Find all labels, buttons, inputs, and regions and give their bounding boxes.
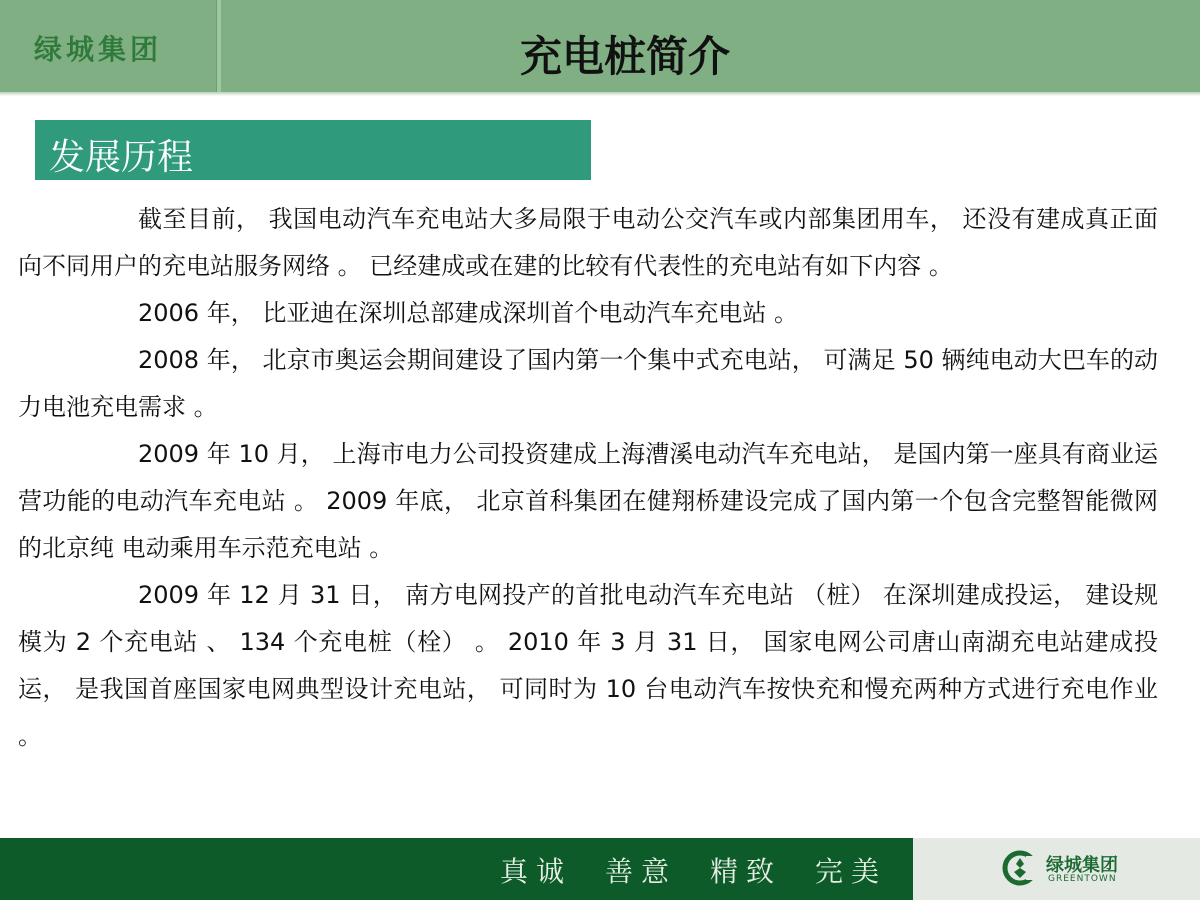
section-heading-box [35,120,591,180]
paragraph: 截至目前， 我国电动汽车充电站大多局限于电动公交汽车或内部集团用车， 还没有建成真正面向不同用户的充电站服务网络 。 已经建成或在建的比较有代表性的充电站有如下内容 。 [18,205,1158,280]
slogan-item: 精致 [710,855,783,888]
page-title: 充电桩简介 [520,32,731,81]
paragraph: 2008 年， 北京市奥运会期间建设了国内第一个集中式充电站， 可满足 50 辆纯电动大巴车的动力电池充电需求 。 [18,346,1158,421]
greentown-logo-icon [1000,850,1040,886]
section-title: 发展历程 [49,137,194,178]
paragraph: 2006 年， 比亚迪在深圳总部建成深圳首个电动汽车充电站 。 [138,299,798,327]
slogan-item: 完美 [815,855,888,888]
body-text [18,196,1158,760]
paragraph: 2009 年 10 月， 上海市电力公司投资建成上海漕溪电动汽车充电站， 是国内第一座具有商业运营功能的电动汽车充电站 。 2009 年底， 北京首科集团在健翔桥建设完成了国内第一个包含完整智能微网的北京纯 电动乘用车示范充电站 。 [18,440,1158,562]
header-shadow [0,92,1200,96]
footer-logo-en: GREENTOWN [1048,874,1117,884]
header-logo: 绿城集团 [34,33,163,66]
slogan-item: 真诚 [500,855,573,888]
footer-logo-text: 绿城集团 [1046,855,1118,876]
slogan-item: 善意 [605,855,678,888]
header-divider [216,0,221,92]
paragraph: 2009 年 12 月 31 日， 南方电网投产的首批电动汽车充电站 （桩） 在深圳建成投运， 建设规模为 2 个充电站 、 134 个充电桩（栓） 。 2010 年 3 月 31 日， 国家电网公司唐山南湖充电站建成投运， 是我国首座国家电网典型设计充电站， 可同时为 10 台电动汽车按快充和慢充两种方式进行充电作业 。 [18,581,1158,750]
